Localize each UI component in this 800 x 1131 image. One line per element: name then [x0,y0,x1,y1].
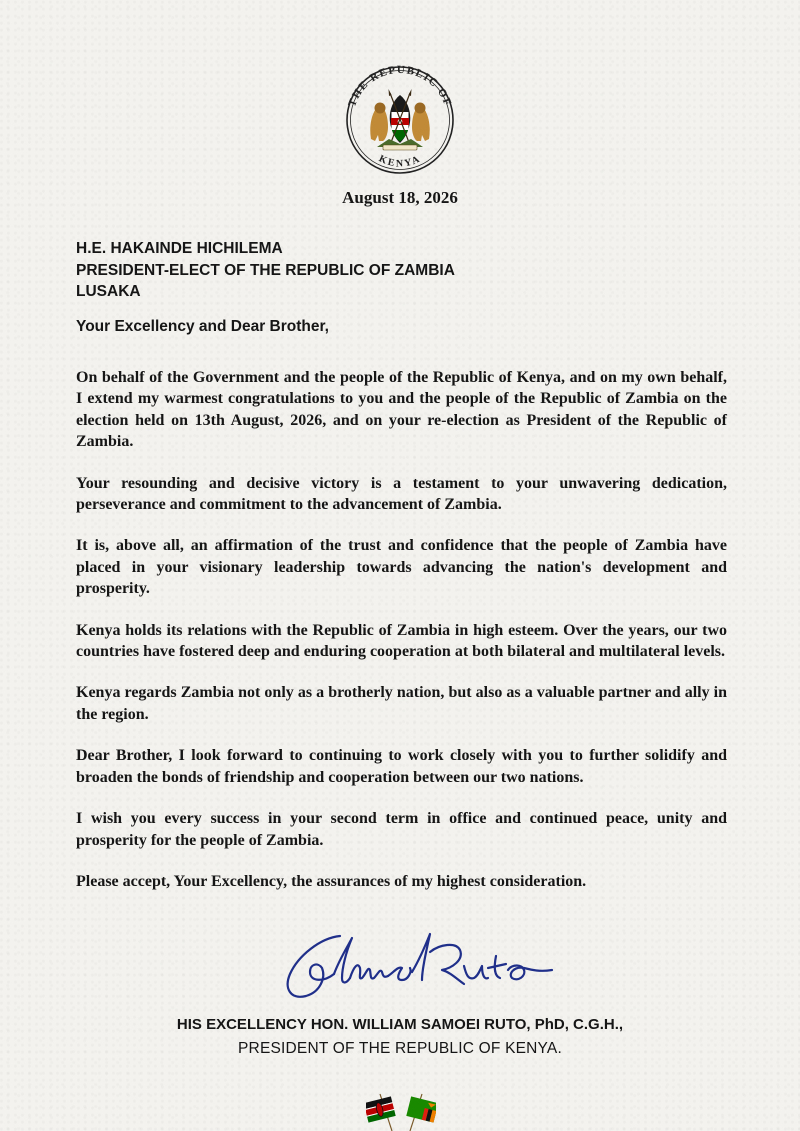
letter-body [76,367,727,912]
body-paragraph: I wish you every success in your second term in office and continued peace, unity and prosperity for the people of Zambia. [76,810,727,849]
salutation: Your Excellency and Dear Brother, [76,318,329,335]
addressee-title: PRESIDENT-ELECT OF THE REPUBLIC OF ZAMBIA [76,261,455,279]
addressee-name: H.E. HAKAINDE HICHILEMA [76,240,283,257]
signatory-name: HIS EXCELLENCY HON. WILLIAM SAMOEI RUTO, PhD, C.G.H., [176,1016,624,1033]
signatory-title: PRESIDENT OF THE REPUBLIC OF KENYA. [238,1040,562,1057]
body-paragraph: Please accept, Your Excellency, the assurances of my highest consideration. [76,872,587,890]
body-paragraph: Your resounding and decisive victory is a testament to your unwavering dedication, perseverance and commitment to the advancement of Zambia. [76,474,727,514]
kenya-zambia-flags-icon [366,1090,436,1131]
letter-date: August 18, 2026 [342,188,458,207]
addressee-city: LUSAKA [76,283,141,300]
body-paragraph: It is, above all, an affirmation of the trust and confidence that the people of Zambia have placed in your visionary leadership towards advancing the nation's development and prosperity. [76,537,727,598]
body-paragraph: Dear Brother, I look forward to continuing to work closely with you to further solidify and broaden the bonds of friendship and cooperation between our two nations. [76,747,727,786]
body-paragraph: Kenya regards Zambia not only as a brotherly nation, but also as a valuable partner and ally in the region. [76,684,727,723]
signature-icon [280,922,580,1010]
svg-text:THE REPUBLIC OF: THE REPUBLIC OF [346,65,454,109]
kenya-coat-of-arms-icon [333,65,467,175]
body-paragraph: On behalf of the Government and the people of the Republic of Kenya, and on my own behalf, I extend my warmest congratulations to you and the people of the Republic of Zambia on the election held on 13th August, 2026, and on your re-election as President of the Republic of Zambia. [76,369,727,451]
addressee-block [76,238,455,303]
svg-text:KENYA: KENYA [377,153,423,170]
body-paragraph: Kenya holds its relations with the Republic of Zambia in high esteem. Over the years, our two countries have fostered deep and enduring cooperation at both bilateral and multilateral levels. [76,621,727,661]
